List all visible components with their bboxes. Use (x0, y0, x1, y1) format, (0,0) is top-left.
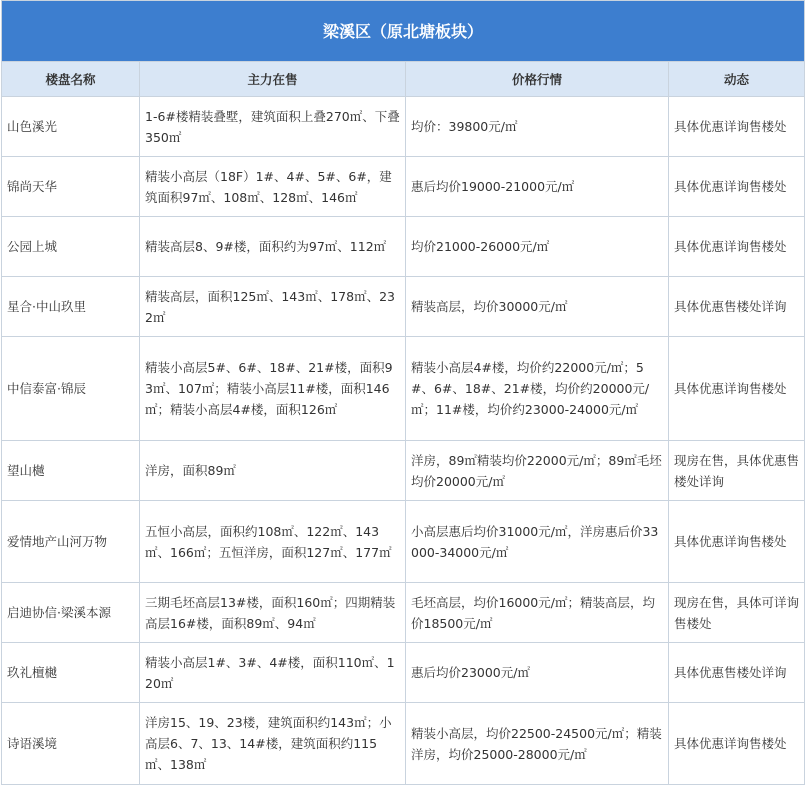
cell-price: 小高层惠后均价31000元/㎡，洋房惠后价33000-34000元/㎡ (406, 501, 669, 583)
table-row (2, 277, 805, 337)
cell-status: 现房在售，具体优惠售楼处详询 (669, 441, 805, 501)
cell-price: 均价21000-26000元/㎡ (406, 217, 669, 277)
cell-name: 诗语溪境 (2, 703, 140, 785)
cell-name: 玖礼檀樾 (2, 643, 140, 703)
cell-supply: 五恒小高层，面积约108㎡、122㎡、143㎡、166㎡；五恒洋房，面积127㎡、177㎡ (140, 501, 406, 583)
cell-price: 惠后均价23000元/㎡ (406, 643, 669, 703)
cell-supply: 精装小高层（18F）1#、4#、5#、6#，建筑面积97㎡、108㎡、128㎡、146㎡ (140, 157, 406, 217)
cell-price: 均价：39800元/㎡ (406, 97, 669, 157)
cell-status: 具体优惠详询售楼处 (669, 97, 805, 157)
table-row (2, 703, 805, 785)
cell-status: 具体优惠详询售楼处 (669, 703, 805, 785)
cell-status: 具体优惠详询售楼处 (669, 157, 805, 217)
table-row (2, 337, 805, 441)
cell-status: 具体优惠售楼处详询 (669, 277, 805, 337)
cell-name: 中信泰富·锦辰 (2, 337, 140, 441)
header-status: 动态 (669, 62, 805, 97)
cell-status: 具体优惠售楼处详询 (669, 643, 805, 703)
cell-supply: 精装小高层5#、6#、18#、21#楼，面积93㎡、107㎡；精装小高层11#楼，面积146㎡；精装小高层4#楼，面积126㎡ (140, 337, 406, 441)
cell-supply: 精装小高层1#、3#、4#楼，面积110㎡、120㎡ (140, 643, 406, 703)
cell-price: 毛坯高层，均价16000元/㎡；精装高层，均价18500元/㎡ (406, 583, 669, 643)
cell-name: 爱情地产山河万物 (2, 501, 140, 583)
table-row (2, 643, 805, 703)
header-price: 价格行情 (406, 62, 669, 97)
table-row (2, 501, 805, 583)
cell-supply: 洋房，面积89㎡ (140, 441, 406, 501)
cell-price: 洋房，89㎡精装均价22000元/㎡；89㎡毛坯均价20000元/㎡ (406, 441, 669, 501)
cell-price: 精装小高层4#楼，均价约22000元/㎡；5#、6#、18#、21#楼，均价约20000元/㎡；11#楼，均价约23000-24000元/㎡ (406, 337, 669, 441)
table-row (2, 441, 805, 501)
cell-supply: 1-6#楼精装叠墅，建筑面积上叠270㎡、下叠350㎡ (140, 97, 406, 157)
cell-supply: 精装高层8、9#楼，面积约为97㎡、112㎡ (140, 217, 406, 277)
property-table (1, 0, 805, 785)
cell-supply: 精装高层，面积125㎡、143㎡、178㎡、232㎡ (140, 277, 406, 337)
cell-name: 公园上城 (2, 217, 140, 277)
cell-name: 望山樾 (2, 441, 140, 501)
table-row (2, 157, 805, 217)
cell-name: 山色溪光 (2, 97, 140, 157)
cell-name: 启迪协信·梁溪本源 (2, 583, 140, 643)
cell-supply: 洋房15、19、23楼，建筑面积约143㎡；小高层6、7、13、14#楼，建筑面积约115㎡、138㎡ (140, 703, 406, 785)
cell-price: 惠后均价19000-21000元/㎡ (406, 157, 669, 217)
cell-price: 精装高层，均价30000元/㎡ (406, 277, 669, 337)
table-row (2, 97, 805, 157)
cell-name: 星合·中山玖里 (2, 277, 140, 337)
cell-status: 具体优惠详询售楼处 (669, 217, 805, 277)
cell-name: 锦尚天华 (2, 157, 140, 217)
table-row (2, 217, 805, 277)
cell-status: 具体优惠详询售楼处 (669, 337, 805, 441)
cell-status: 具体优惠详询售楼处 (669, 501, 805, 583)
header-supply: 主力在售 (140, 62, 406, 97)
table-title: 梁溪区（原北塘板块） (2, 1, 805, 62)
header-name: 楼盘名称 (2, 62, 140, 97)
table-row (2, 583, 805, 643)
cell-supply: 三期毛坯高层13#楼，面积160㎡；四期精装高层16#楼，面积89㎡、94㎡ (140, 583, 406, 643)
cell-price: 精装小高层，均价22500-24500元/㎡；精装洋房，均价25000-28000元/㎡ (406, 703, 669, 785)
cell-status: 现房在售，具体可详询售楼处 (669, 583, 805, 643)
table-header-row (2, 62, 805, 97)
property-table-container (1, 0, 804, 785)
